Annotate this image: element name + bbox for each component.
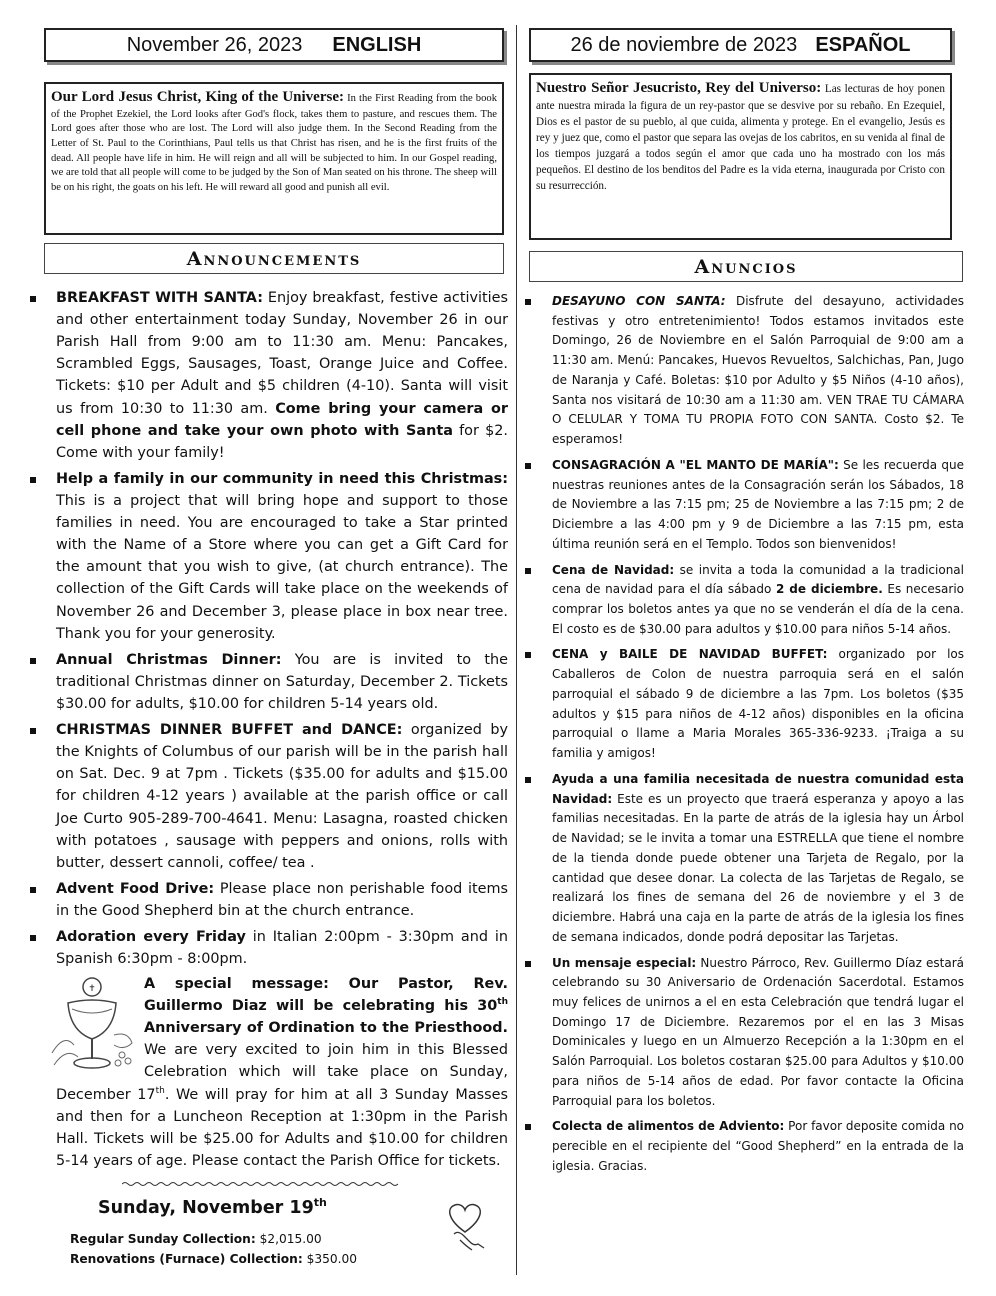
special-message: ✝ A special message: Our Pastor, Rev. Guillermo Diaz will be celebrating his 30th Anniversary of Ordination to the Priesthood. We are very excited to join him in this Blessed Celebration which will take place on Sunday, December 17th. We will pray for him at all 3 Sunday Masses and then for a Luncheon Reception at 1:30pm in the Parish Hall. Tickets will be $25.00 for Adults and $10.00 for children 5-14 years of age. Please contact the Parish Office for tickets. — [56, 973, 508, 1172]
english-intro-title: Our Lord Jesus Christ, King of the Universe: — [51, 89, 344, 105]
english-announcement-list — [56, 287, 508, 974]
column-divider — [516, 25, 517, 1275]
spanish-intro-title: Nuestro Señor Jesucristo, Rey del Universo: — [536, 80, 822, 96]
bullet-icon — [525, 1124, 531, 1130]
sunday-collection-title: Sunday, November 19th — [98, 1196, 327, 1218]
list-item: CONSAGRACIÓN A "EL MANTO DE MARÍA": Se les recuerda que nuestras reuniones antes de la Consagración serán los Sábados, 18 de Noviembre a las 7:15 pm; 25 de Noviembre a las 7:15 pm; 2 de Diciembre a las 4:00 pm y 9 de Diciembre a las 7:15 pm, esta última reunión será en el Templo. Todos son bienvenidos! — [552, 456, 964, 555]
list-item: Help a family in our community in need this Christmas: This is a project that will bring hope and support to those families in need. You are encouraged to take a Star printed with the Name of a Store where you can get a Gift Card for the amount that you wish to give, (at church entrance). The collection of the Gift Cards will take place on the weekends of November 26 and December 3, please place in box near tree. Thank you for your generosity. — [56, 468, 508, 645]
list-item: Ayuda a una familia necesitada de nuestra comunidad esta Navidad: Este es un proyecto que traerá esperanza y apoyo a las familias necesitadas. En la parte de atrás de la iglesia hay un Árbol de Navidad; se le invita a tomar una ESTRELLA que tiene el nombre de la tienda donde puede obtener una Tarjeta de Regalo, por la cantidad que desee donar. La colecta de las Tarjetas de Regalo, se realizará los fines de semana del 26 de noviembre y el 3 de diciembre. Habrá una caja en la parte de atrás de la iglesia los fines de semana indicados, donde podrá depositar las Tarjetas. — [552, 770, 964, 948]
bullet-icon — [30, 658, 36, 664]
bullet-icon — [30, 935, 36, 941]
list-item: BREAKFAST WITH SANTA: Enjoy breakfast, festive activities and other entertainment today Sunday, November 26 in our Parish Hall from 9:00 am to 11:30 am. Menu: Pancakes, Scrambled Eggs, Sausages, Toast, Orange Juice and Coffee. Tickets: $10 per Adult and $5 children (4-10). Santa will visit us from 10:30 to 11:30 am. Come bring your camera or cell phone and take your own photo with Santa for $2. Come with your family! — [56, 287, 508, 464]
english-language-label: ENGLISH — [332, 33, 422, 56]
wavy-divider — [122, 1181, 400, 1187]
spanish-date: 26 de noviembre de 2023 — [570, 33, 798, 56]
chalice-icon — [44, 973, 140, 1078]
bullet-icon — [30, 296, 36, 302]
list-item: Advent Food Drive: Please place non perishable food items in the Good Shepherd bin at the church entrance. — [56, 878, 508, 922]
english-section-title: Announcements — [44, 243, 504, 274]
collection-row: Regular Sunday Collection: $2,015.00 — [70, 1232, 322, 1246]
list-item: Un mensaje especial: Nuestro Párroco, Rev. Guillermo Díaz estará celebrando su 30 Aniversario de Ordenación Sacerdotal. Estamos muy felices de unirnos a el en esta Celebración que tendrá lugar el Domingo 17 de Diciembre. Rezaremos por el en las 3 Misas Dominicales y luego en un Almuerzo Recepción a la 1:30pm en el Salón Parroquial. Los boletos costaran $25.00 para Adultos y $10.00 para niños de 5-14 años de edad. Por favor contacte la Oficina Parroquial para los boletos. — [552, 954, 964, 1112]
list-item: Cena de Navidad: se invita a toda la comunidad a la tradicional cena de navidad para el día sábado 2 de diciembre. Es necesario comprar los boletos antes ya que no se venderán el día de la cena. El costo es de $30.00 para adultos y $10.00 para niños 5-14 años. — [552, 561, 964, 640]
english-date-header — [44, 28, 504, 62]
english-intro-box — [44, 82, 504, 235]
bullet-icon — [525, 299, 531, 305]
bullet-icon — [525, 961, 531, 967]
spanish-intro-box — [529, 73, 952, 240]
bullet-icon — [30, 477, 36, 483]
bullet-icon — [525, 777, 531, 783]
bullet-icon — [30, 887, 36, 893]
spanish-intro-text: Las lecturas de hoy ponen ante nuestra mirada la figura de un rey-pastor que se desvive por su rebaño. En Ezequiel, Dios es el pastor de su pueblo, al que cuida, alimenta y protege. En el evangelio, Jesús es rey y juez que, como el pastor que separa las ovejas de los cabritos, en su venida al final de los tiempos juzgará a todos según el amor que cada uno ha mostrado con los más pequeños. El destino de los benditos del Padre es la vida eterna, inaugurada por Cristo con su resurrección. — [536, 83, 945, 192]
list-item: Adoration every Friday in Italian 2:00pm - 3:30pm and in Spanish 6:30pm - 8:00pm. — [56, 926, 508, 970]
heart-hand-icon — [440, 1198, 490, 1252]
list-item: Annual Christmas Dinner: You are is invited to the traditional Christmas dinner on Saturday, December 2. Tickets $30.00 for adults, $10.00 for children 5-14 years old. — [56, 649, 508, 715]
english-date: November 26, 2023 — [126, 33, 303, 56]
list-item: DESAYUNO CON SANTA: Disfrute del desayuno, actividades festivas y otro entretenimiento! Todos estamos invitados este Domingo, 26 de Noviembre en el Salón Parroquial de 9:00 am a 11:30 am. Menú: Pancakes, Huevos Revueltos, Salchichas, Pan, Jugo de Naranja y Café. Boletas: $10 por Adulto y $5 Niños (4-10 años), Santa nos visitará de 10:30 am a 11:30 am. VEN TRAE TU CÁMARA O CELULAR Y TOMA TU PROPIA FOTO CON SANTA. Costo $2. Te esperamos! — [552, 292, 964, 450]
spanish-announcement-list — [552, 292, 964, 1183]
list-item: CHRISTMAS DINNER BUFFET and DANCE: organized by the Knights of Columbus of our parish will be in the parish hall on Sat. Dec. 9 at 7pm . Tickets ($35.00 for adults and $15.00 for children 4-12 years ) available at the parish office or call Joe Curto 905-289-700-4641. Menu: Lasagna, roasted chicken with potatoes , sausage with peppers and onions, rolls with butter, dessert cannoli, coffee/ tea . — [56, 719, 508, 874]
list-item: Colecta de alimentos de Adviento: Por favor deposite comida no perecible en el recipiente del “Good Shepherd” en la entrada de la iglesia. Gracias. — [552, 1117, 964, 1176]
spanish-language-label: ESPAÑOL — [815, 33, 911, 56]
spanish-date-header — [529, 28, 952, 62]
bullet-icon — [30, 728, 36, 734]
spanish-section-title: Anuncios — [529, 251, 963, 282]
english-intro-text: In the First Reading from the book of the Prophet Ezekiel, the Lord looks after God's flock, takes them to pasture, and rescues them. The Lord goes after those who are lost. The Lord will also judge them. In the Second Reading from the Letter of St. Paul to the Corinthians, Paul tells us that Christ has risen, and he is the first fruits of the dead. All people have life in him. He will reign and all will be subjected to him. In our Gospel reading, we are told that all people will come to be judged by the Son of Man seated on his throne. The sheep will be on his right, the goats on his left. He will reward all good and punish all evil. — [51, 93, 497, 193]
bullet-icon — [525, 568, 531, 574]
collection-row: Renovations (Furnace) Collection: $350.00 — [70, 1252, 357, 1266]
bullet-icon — [525, 463, 531, 469]
list-item: CENA y BAILE DE NAVIDAD BUFFET: organizado por los Caballeros de Colon de nuestra parroquia será en el salón parroquial el sábado 9 de diciembre a las 7pm. Los boletos ($35 adultos y $15 para niños de 4-12 años) disponibles en la oficina parroquial o llame a Maria Morales 365-336-9233. ¡Traiga a su familia y amigos! — [552, 645, 964, 763]
bullet-icon — [525, 652, 531, 658]
svg-text:✝: ✝ — [88, 984, 96, 994]
